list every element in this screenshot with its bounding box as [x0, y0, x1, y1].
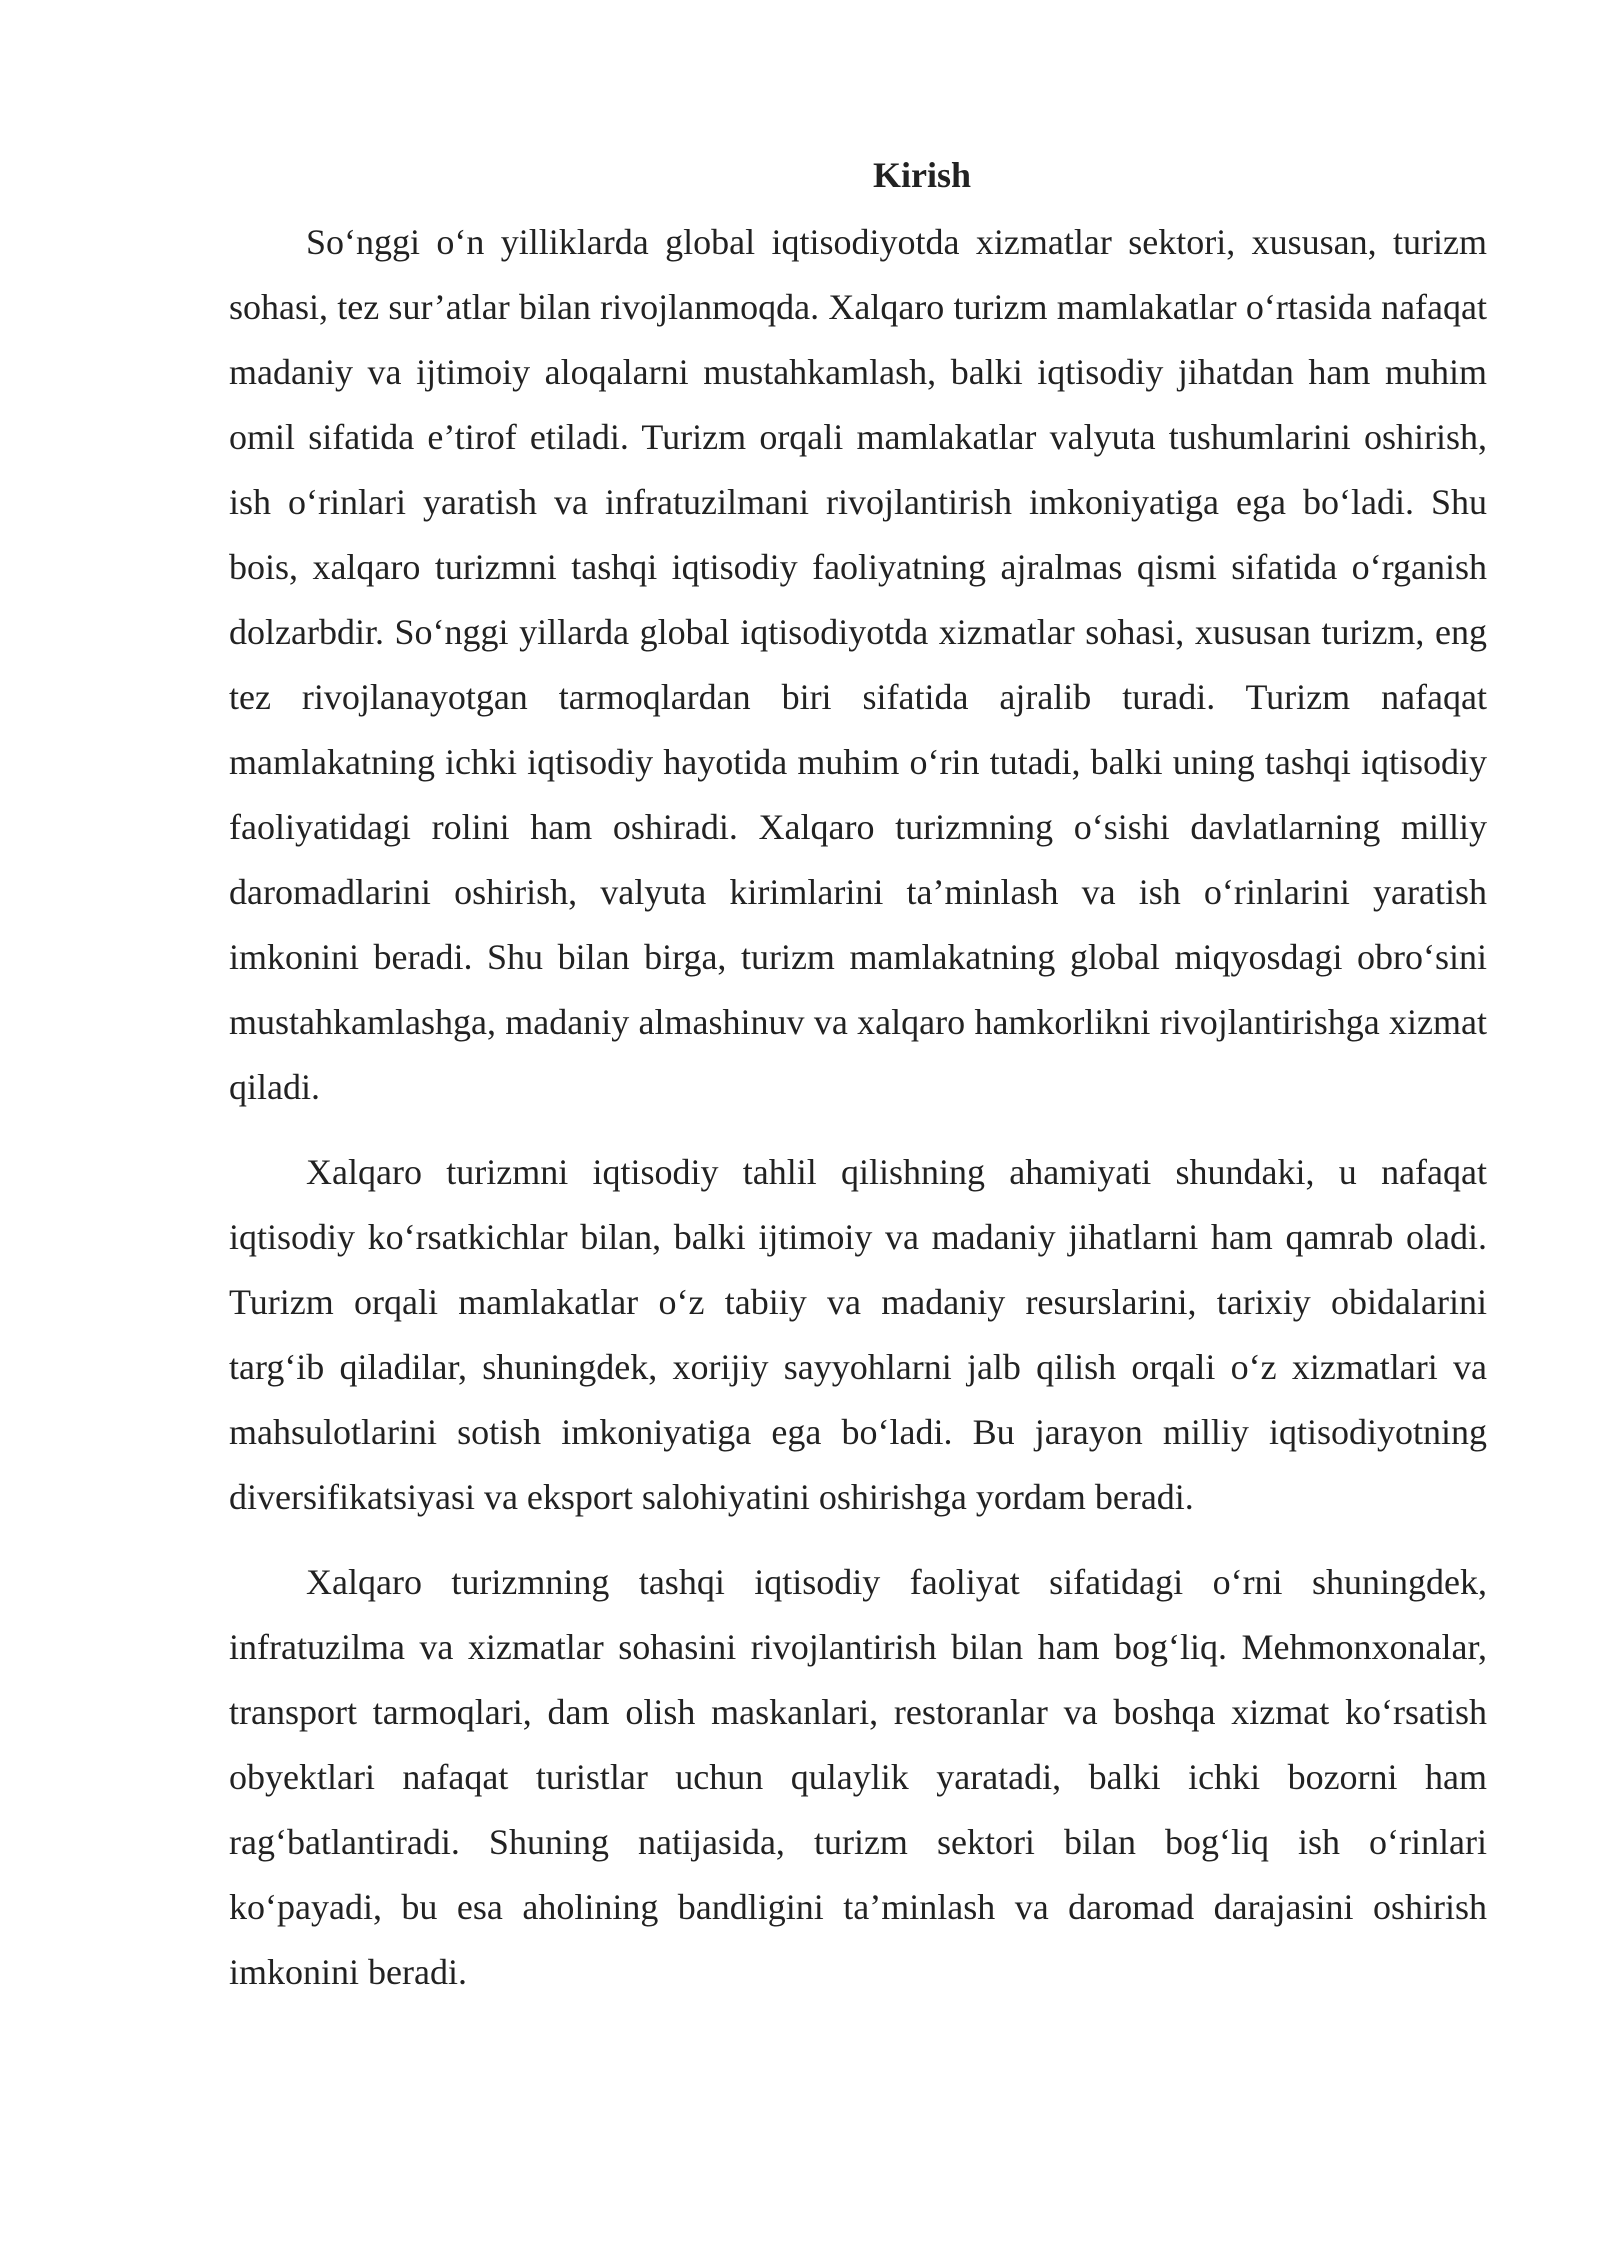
paragraph-2: Xalqaro turizmni iqtisodiy tahlil qilishning ahamiyati shundaki, u nafaqat iqtisodiy ko‘rsatkichlar bilan, balki ijtimoiy va madaniy jihatlarni ham qamrab oladi. Turizm orqali mamlakatlar o‘z tabiiy va madaniy resurslarini, tarixiy obidalarini targ‘ib qiladilar, shuningdek, xorijiy sayyohlarni jalb qilish orqali o‘z xizmatlari va mahsulotlarini sotish imkoniyatiga ega bo‘ladi. Bu jarayon milliy iqtisodiyotning diversifikatsiyasi va eksport salohiyatini oshirishga yordam beradi.	[229, 1152, 1487, 1517]
page-title: Kirish	[872, 155, 971, 195]
paragraph-3: Xalqaro turizmning tashqi iqtisodiy faoliyat sifatidagi o‘rni shuningdek, infratuzilma va xizmatlar sohasini rivojlantirish bilan ham bog‘liq. Mehmonxonalar, transport tarmoqlari, dam olish maskanlari, restoranlar va boshqa xizmat ko‘rsatish obyektlari nafaqat turistlar uchun qulaylik yaratadi, balki ichki bozorni ham rag‘batlantiradi. Shuning natijasida, turizm sektori bilan bog‘liq ish o‘rinlari ko‘payadi, bu esa aholining bandligini ta’minlash va daromad darajasini oshirish imkonini beradi.	[229, 1562, 1487, 1992]
document-body	[229, 150, 1487, 2025]
paragraph-1: So‘nggi o‘n yilliklarda global iqtisodiyotda xizmatlar sektori, xususan, turizm sohasi, tez sur’atlar bilan rivojlanmoqda. Xalqaro turizm mamlakatlar o‘rtasida nafaqat madaniy va ijtimoiy aloqalarni mustahkamlash, balki iqtisodiy jihatdan ham muhim omil sifatida e’tirof etiladi. Turizm orqali mamlakatlar valyuta tushumlarini oshirish, ish o‘rinlari yaratish va infratuzilmani rivojlantirish imkoniyatiga ega bo‘ladi. Shu bois, xalqaro turizmni tashqi iqtisodiy faoliyatning ajralmas qismi sifatida o‘rganish dolzarbdir. So‘nggi yillarda global iqtisodiyotda xizmatlar sohasi, xususan turizm, eng tez rivojlanayotgan tarmoqlardan biri sifatida ajralib turadi. Turizm nafaqat mamlakatning ichki iqtisodiy hayotida muhim o‘rin tutadi, balki uning tashqi iqtisodiy faoliyatidagi rolini ham oshiradi. Xalqaro turizmning o‘sishi davlatlarning milliy daromadlarini oshirish, valyuta kirimlarini ta’minlash va ish o‘rinlarini yaratish imkonini beradi. Shu bilan birga, turizm mamlakatning global miqyosdagi obro‘sini mustahkamlashga, madaniy almashinuv va xalqaro hamkorlikni rivojlantirishga xizmat qiladi.	[229, 222, 1487, 1107]
